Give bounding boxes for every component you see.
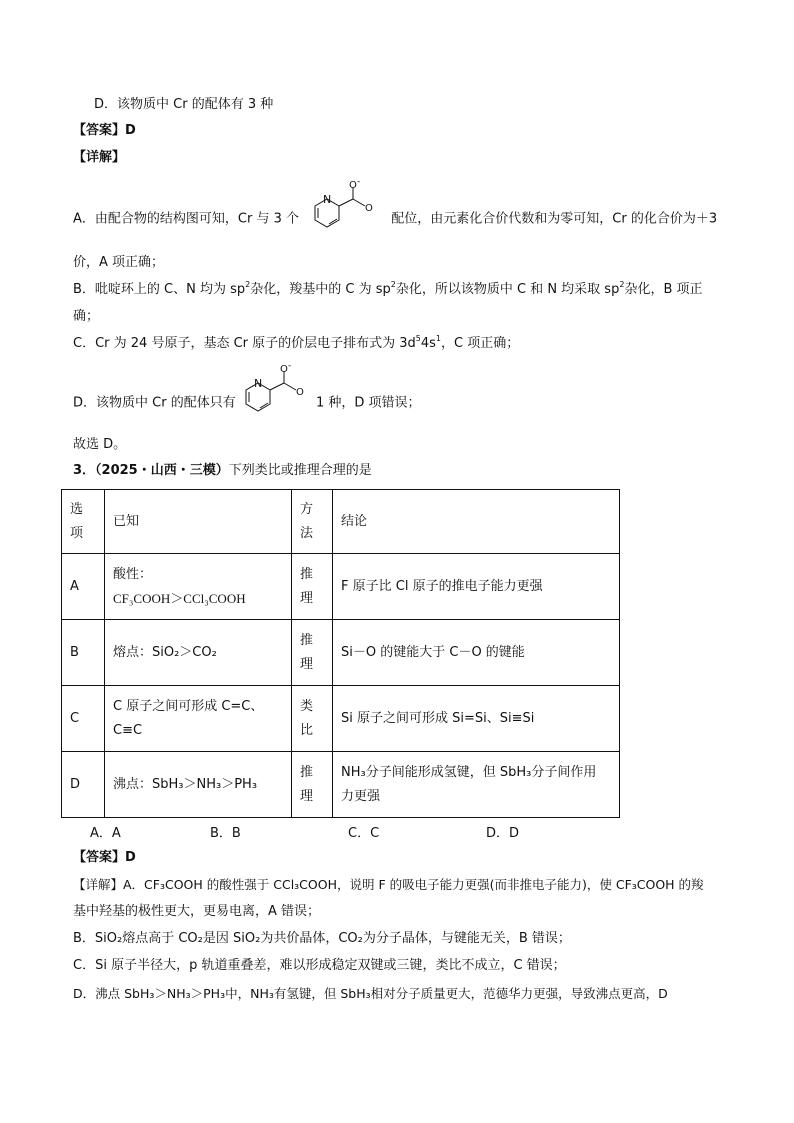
- oxygen-top-label: O: [349, 180, 357, 191]
- row-option: C: [62, 686, 105, 752]
- charge-label: -: [357, 177, 361, 187]
- q2-detail-b-part3: 杂化，所以该物质中 C 和 N 均采取 sp: [395, 282, 620, 297]
- header-method-line2: 法: [300, 525, 314, 541]
- oxygen-right-label: O: [295, 387, 304, 398]
- superscript-2: 2: [619, 280, 625, 289]
- row-option: D: [62, 752, 105, 818]
- row-method-line1: 推: [300, 632, 314, 648]
- row-conclusion: F 原子比 Cl 原子的推电子能力更强: [333, 554, 620, 620]
- row-conclusion: Si－O 的键能大于 C－O 的键能: [333, 620, 620, 686]
- header-option: [62, 490, 105, 554]
- picolinate-structure-icon: [303, 177, 387, 238]
- q3-detail-b: B．SiO₂熔点高于 CO₂是因 SiO₂为共价晶体，CO₂为分子晶体，与键能无关，B 错误；: [73, 931, 571, 946]
- q2-detail-b-cont: 确；: [73, 309, 100, 324]
- options-table: [61, 489, 620, 818]
- superscript-5: 5: [415, 334, 421, 343]
- q2-detail-c: [73, 334, 519, 354]
- row-conclusion: [333, 752, 620, 818]
- row-known-line2: CF₃COOH＞CCl₃COOH: [113, 590, 246, 606]
- table-header-row: [62, 490, 620, 554]
- q2-detail-b-part4: 杂化，B 项正: [624, 282, 703, 297]
- q2-detail-b-part1: B．吡啶环上的 C、N 均为 sp: [73, 282, 246, 297]
- row-known: [105, 554, 292, 620]
- choice-a[interactable]: A．A: [90, 826, 121, 841]
- header-method-line1: 方: [300, 501, 314, 517]
- row-method-line2: 理: [300, 656, 314, 672]
- row-conclusion-line2: 力更强: [341, 788, 381, 804]
- row-known: 熔点：SiO₂＞CO₂: [105, 620, 292, 686]
- row-method: [292, 554, 333, 620]
- row-method-line2: 比: [300, 722, 314, 738]
- q3-heading: [73, 461, 372, 481]
- q3-source: 3．（2025・山西・三模）: [73, 463, 229, 478]
- table-row: [62, 620, 620, 686]
- q3-answer: 【答案】D: [73, 850, 136, 865]
- q2-detail-a-post: 配位，由元素化合价代数和为零可知，Cr 的化合价为＋3: [391, 211, 718, 227]
- table-row: [62, 752, 620, 818]
- row-known: [105, 686, 292, 752]
- row-option: A: [62, 554, 105, 620]
- q2-detail-a-cont: 价，A 项正确；: [73, 255, 165, 270]
- row-method-line1: 推: [300, 764, 314, 780]
- q2-detail-c-pre: C．Cr 为 24 号原子，基态 Cr 原子的价层电子排布式为 3d: [73, 336, 416, 351]
- q3-detail-d: D．沸点 SbH₃＞NH₃＞PH₃中，NH₃有氢键，但 SbH₃相对分子质量更大，范德华力更强，导致沸点更高，D: [73, 986, 668, 1001]
- row-known-line1: C 原子之间可形成 C=C、: [113, 698, 264, 714]
- q2-detail-d-post: 1 种，D 项错误；: [315, 395, 421, 411]
- row-option: B: [62, 620, 105, 686]
- choice-c[interactable]: C．C: [348, 826, 380, 841]
- oxygen-right-label: O: [365, 203, 373, 214]
- q3-choices: [90, 822, 570, 842]
- q2-conclusion: 故选 D。: [73, 437, 127, 452]
- row-method-line1: 推: [300, 566, 314, 582]
- q3-detail-a: 【详解】A．CF₃COOH 的酸性强于 CCl₃COOH，说明 F 的吸电子能力更强(而非推电子能力)，使 CF₃COOH 的羧: [73, 877, 704, 892]
- superscript-2: 2: [245, 280, 251, 289]
- q3-stem: 下列类比或推理合理的是: [228, 463, 372, 478]
- nitrogen-label: N: [323, 193, 332, 206]
- table-row: [62, 686, 620, 752]
- row-method: [292, 620, 333, 686]
- q2-detail-c-post: ，C 项正确；: [441, 336, 520, 351]
- q2-detail-b: [73, 280, 703, 300]
- row-method-line1: 类: [300, 698, 314, 714]
- superscript-2: 2: [390, 280, 396, 289]
- row-known-line1: 酸性：: [113, 566, 153, 582]
- q2-detail-d-pre: D．该物质中 Cr 的配体只有: [73, 395, 236, 411]
- q2-detail-b-part2: 杂化，羧基中的 C 为 sp: [250, 282, 391, 297]
- q2-detail-d: [73, 361, 421, 422]
- q3-detail-a-cont: 基中羟基的极性更大，更易电离，A 错误；: [73, 904, 321, 919]
- charge-label: -: [287, 361, 292, 371]
- q2-detail-heading: 【详解】: [73, 150, 126, 165]
- oxygen-top-label: O: [279, 364, 288, 375]
- row-method-line2: 理: [300, 788, 314, 804]
- header-method: [292, 490, 333, 554]
- q2-option-d: D．该物质中 Cr 的配体有 3 种: [94, 97, 274, 112]
- row-method: [292, 686, 333, 752]
- choice-d[interactable]: D．D: [486, 826, 520, 841]
- q3-detail-c: C．Si 原子半径大，p 轨道重叠差，难以形成稳定双键或三键，类比不成立，C 错误；: [73, 958, 566, 973]
- superscript-1: 1: [435, 334, 442, 343]
- row-known-line2: C≡C: [113, 722, 143, 738]
- q2-detail-a-pre: A．由配合物的结构图可知，Cr 与 3 个: [73, 211, 299, 227]
- choice-b[interactable]: B．B: [210, 826, 241, 841]
- header-option-line2: 项: [70, 525, 84, 541]
- picolinate-structure-icon: [240, 361, 312, 422]
- q2-answer: 【答案】D: [73, 123, 136, 138]
- row-known: 沸点：SbH₃＞NH₃＞PH₃: [105, 752, 292, 818]
- row-method: [292, 752, 333, 818]
- row-conclusion: Si 原子之间可形成 Si=Si、Si≡Si: [333, 686, 620, 752]
- q2-detail-c-mid: 4s: [420, 336, 436, 351]
- table-row: [62, 554, 620, 620]
- row-conclusion-line1: NH₃分子间能形成氢键，但 SbH₃分子间作用: [341, 764, 597, 780]
- q2-detail-a: [73, 177, 718, 238]
- header-known: 已知: [105, 490, 292, 554]
- header-conclusion: 结论: [333, 490, 620, 554]
- nitrogen-label: N: [253, 377, 263, 390]
- header-option-line1: 选: [70, 501, 84, 517]
- row-method-line2: 理: [300, 590, 314, 606]
